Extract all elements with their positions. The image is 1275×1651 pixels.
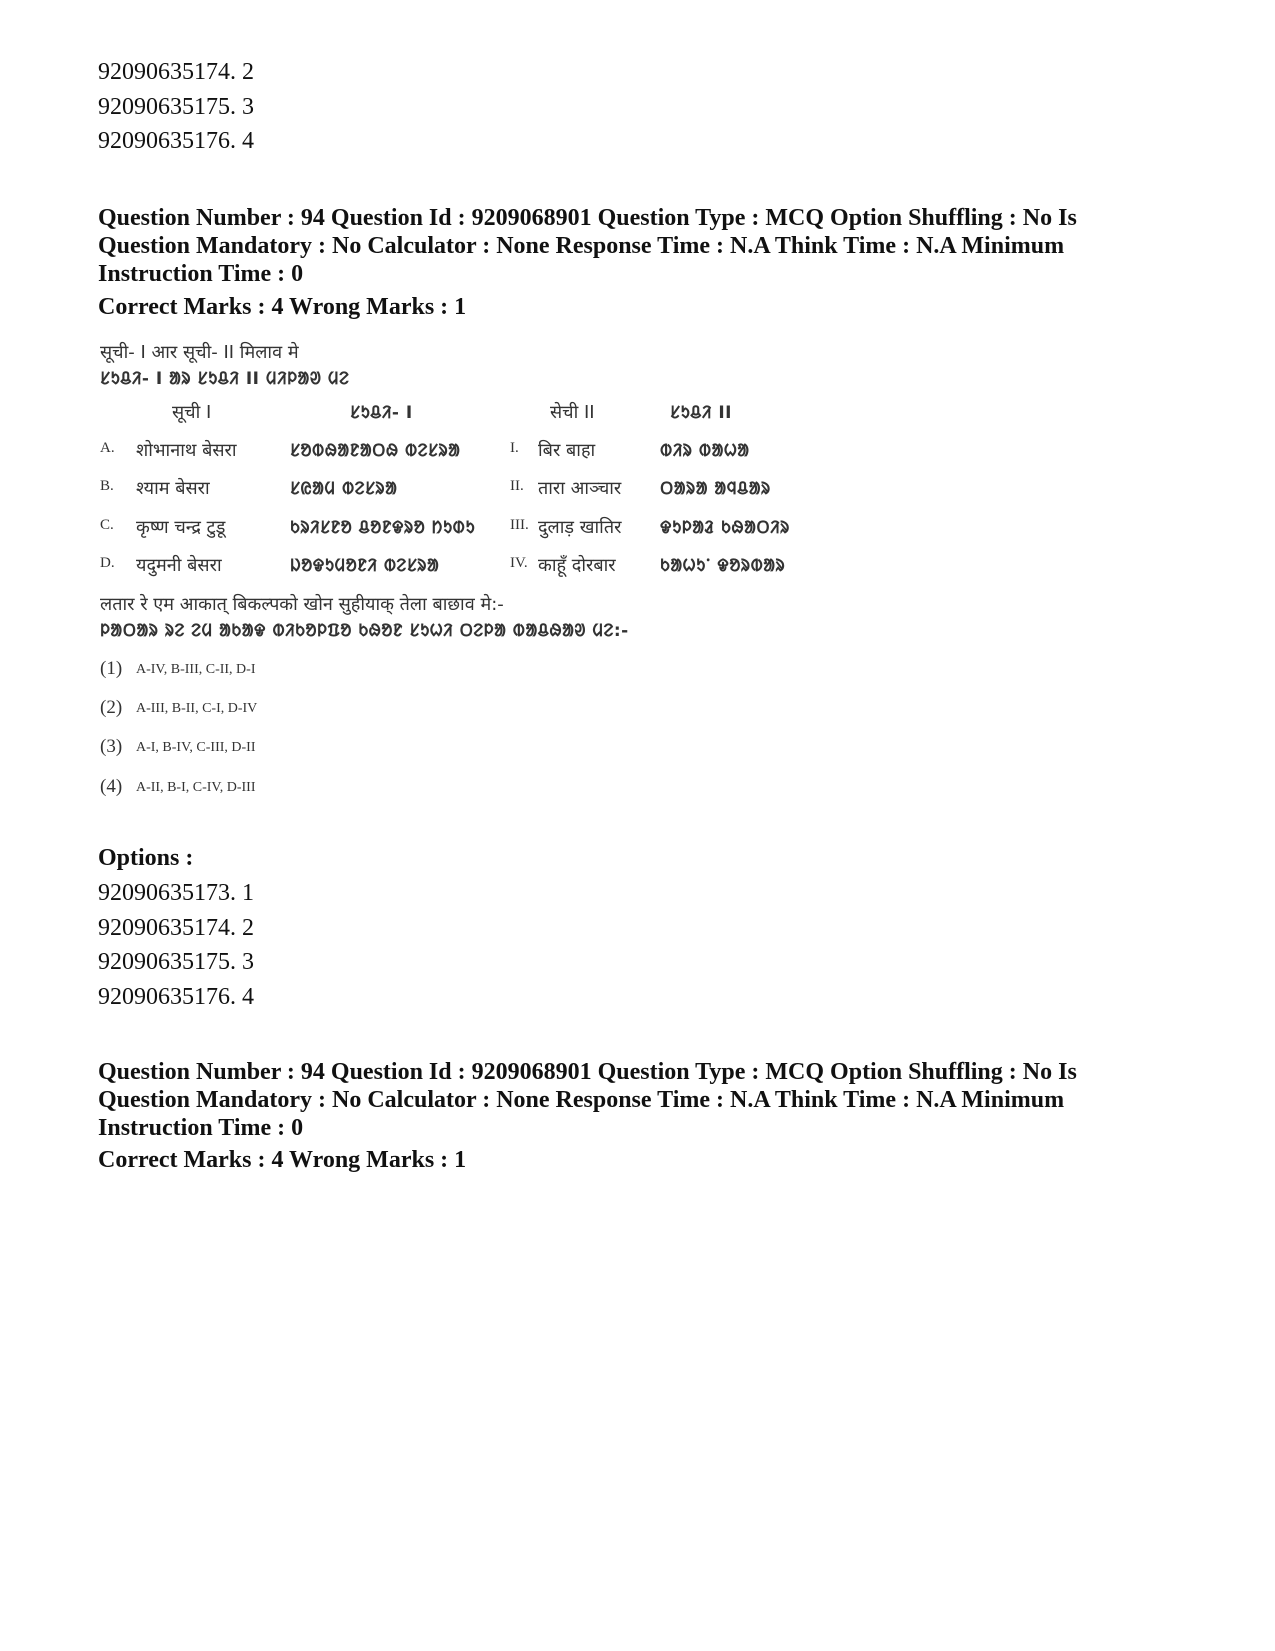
question-header-line: Instruction Time : 0 xyxy=(98,261,304,287)
prompt-olchiki: ᱞᱟᱛᱟᱨ ᱨᱮ ᱮᱢ ᱟᱠᱟᱫ ᱵᱤᱠᱚᱞᱯᱚ ᱠᱷᱚᱱ ᱥᱩᱦᱤ ᱛᱮᱞᱟ ᱵᱟᱪᱷᱟᱣ ᱢᱮ:- xyxy=(100,621,629,641)
choice-text: A-IV, B-III, C-II, D-I xyxy=(136,662,256,677)
choice-text: A-II, B-I, C-IV, D-III xyxy=(136,780,256,795)
option-line: 92090635175. 3 xyxy=(98,949,254,975)
question-header-line: Instruction Time : 0 xyxy=(98,1115,304,1141)
row-list2-hindi: तारा आञ्चार xyxy=(538,478,622,499)
row-list1-olchiki: ᱡᱚᱫᱩᱢᱚᱱᱤ ᱵᱮᱥᱨᱟ xyxy=(290,556,440,576)
choice-number: (4) xyxy=(100,776,123,797)
question-header xyxy=(98,1058,1198,1142)
row-list1-hindi: यदुमनी बेसरा xyxy=(136,555,222,576)
row-number: III. xyxy=(510,517,529,533)
choice-number: (2) xyxy=(100,697,123,718)
choice-number: (1) xyxy=(100,658,123,679)
row-list2-olchiki: ᱠᱟᱦᱩᱸ ᱫᱚᱨᱵᱟᱨ xyxy=(660,556,786,576)
question-header-line: Question Mandatory : No Calculator : None Response Time : N.A Think Time : N.A Minimum xyxy=(98,233,1065,259)
choice-text: A-III, B-II, C-I, D-IV xyxy=(136,701,258,716)
row-number: IV. xyxy=(510,555,528,571)
column-header-list1-olchiki: ᱥᱩᱪᱤ- I xyxy=(350,403,413,423)
top-options-list xyxy=(98,55,254,159)
row-list2-olchiki: ᱵᱤᱨ ᱵᱟᱦᱟ xyxy=(660,441,750,461)
option-line: 92090635176. 4 xyxy=(98,128,254,154)
question-header-line: Question Mandatory : No Calculator : None Response Time : N.A Think Time : N.A Minimum xyxy=(98,1087,1065,1113)
row-list1-hindi: कृष्ण चन्द्र टुडू xyxy=(136,517,226,538)
choice-text: A-I, B-IV, C-III, D-II xyxy=(136,740,256,755)
row-list2-olchiki: ᱫᱩᱞᱟᱲ ᱠᱷᱟᱛᱤᱨ xyxy=(660,518,790,538)
marks-line: Correct Marks : 4 Wrong Marks : 1 xyxy=(98,1147,467,1173)
row-label: B. xyxy=(100,478,114,494)
instruction-olchiki: ᱥᱩᱪᱤ- I ᱟᱨ ᱥᱩᱪᱤ II ᱢᱤᱞᱟᱣ ᱢᱮ xyxy=(100,369,350,389)
column-header-list1-hindi: सूची I xyxy=(172,402,212,423)
instruction-hindi: सूची- I आर सूची- II मिलाव मे xyxy=(100,342,299,363)
row-list1-hindi: शोभानाथ बेसरा xyxy=(136,440,237,461)
question-figure xyxy=(100,340,860,835)
row-list2-olchiki: ᱛᱟᱨᱟ ᱟᱧᱪᱟᱨ xyxy=(660,479,771,499)
question-header-line: Question Number : 94 Question Id : 9209068901 Question Type : MCQ Option Shuffling : No Is xyxy=(98,205,1077,231)
choice-number: (3) xyxy=(100,736,123,757)
option-line: 92090635173. 1 xyxy=(98,880,254,906)
question-header-line: Question Number : 94 Question Id : 9209068901 Question Type : MCQ Option Shuffling : No Is xyxy=(98,1059,1077,1085)
row-label: A. xyxy=(100,440,115,456)
row-number: I. xyxy=(510,440,519,456)
row-list2-hindi: दुलाड़ खातिर xyxy=(538,517,622,538)
option-line: 92090635174. 2 xyxy=(98,914,254,941)
column-header-list2-olchiki: ᱥᱩᱪᱤ II xyxy=(670,403,732,423)
option-line: 92090635175. 3 xyxy=(98,93,254,120)
row-list2-hindi: काहूँ दोरबार xyxy=(538,555,616,576)
marks-line: Correct Marks : 4 Wrong Marks : 1 xyxy=(98,294,467,320)
options-list xyxy=(98,876,254,1014)
row-label: D. xyxy=(100,555,115,571)
row-list1-olchiki: ᱥᱚᱵᱷᱟᱱᱟᱛᱷ ᱵᱮᱥᱨᱟ xyxy=(290,441,461,461)
row-label: C. xyxy=(100,517,114,533)
column-header-list2-hindi: सेची II xyxy=(550,402,595,423)
row-number: II. xyxy=(510,478,524,494)
row-list1-olchiki: ᱠᱨᱤᱥᱱᱚ ᱪᱚᱱᱫᱨᱚ ᱴᱩᱰᱩ xyxy=(290,518,476,538)
question-header xyxy=(98,204,1198,288)
row-list1-hindi: श्याम बेसरा xyxy=(136,478,210,499)
row-list2-hindi: बिर बाहा xyxy=(538,440,596,461)
prompt-hindi: लतार रे एम आकात् बिकल्पको खोन सुहीयाक् तेला बाछाव मे:- xyxy=(100,594,504,615)
option-line: 92090635174. 2 xyxy=(98,59,254,85)
row-list1-olchiki: ᱥᱭᱟᱢ ᱵᱮᱥᱨᱟ xyxy=(290,479,398,499)
option-line: 92090635176. 4 xyxy=(98,983,254,1010)
options-title: Options : xyxy=(98,845,194,871)
